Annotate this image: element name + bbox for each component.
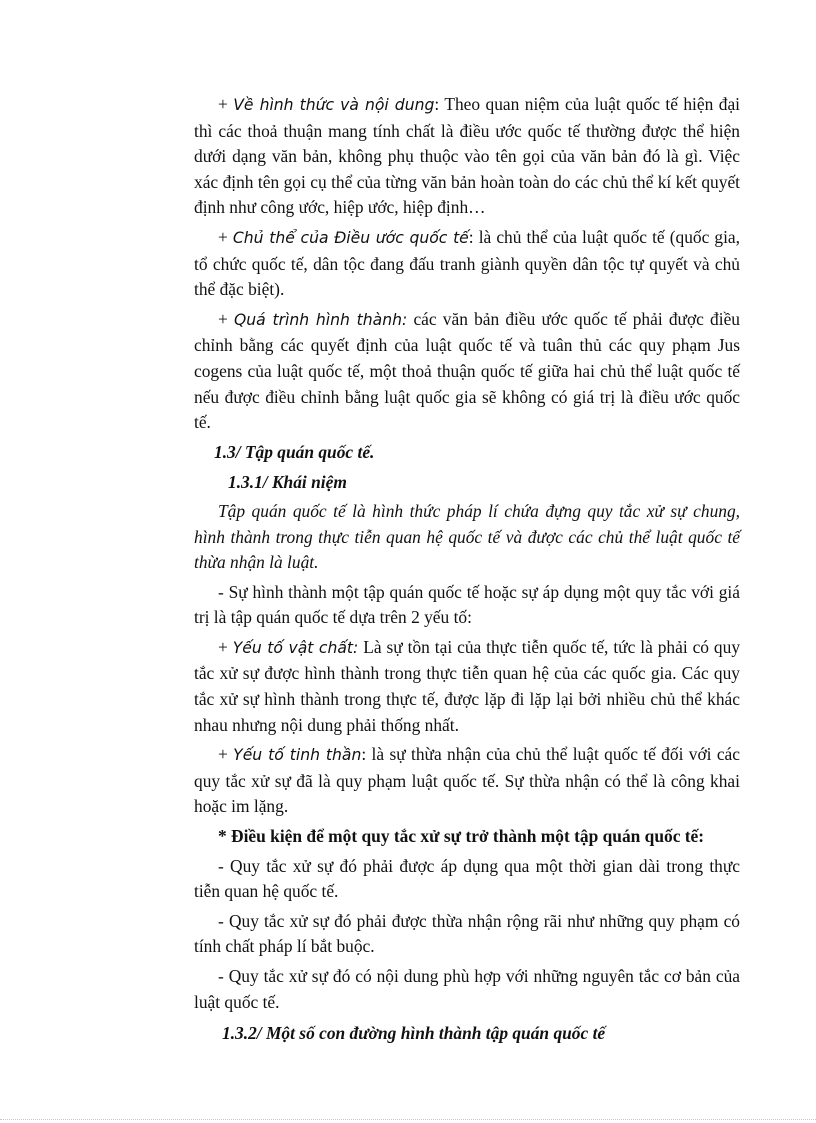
section-heading-1-3: 1.3/ Tập quán quốc tế.: [214, 441, 375, 462]
section-heading-1-3-2: 1.3.2/ Một số con đường hình thành tập quán quốc tế: [222, 1023, 606, 1044]
paragraph-material-factor: [194, 635, 740, 738]
paragraph-formation-process: [194, 307, 740, 436]
page-bottom-divider: [0, 1119, 816, 1120]
paragraph-text: Là sự tồn tại của thực tiễn quốc tế, tức là phải có quy tắc xử sự được hình thành trong thực tiễn quan hệ của các quốc gia. Các quy tắc xử sự hình thành trong thực tế, được lặp đi lặp lại bởi nhiều chủ thể khác nhau nhưng nội dung phải thống nhất.: [194, 636, 741, 735]
paragraph-text: các văn bản điều ước quốc tế phải được điều chỉnh bằng các quyết định của luật quốc tế và tuân thủ các quy phạm Jus cogens của luật quốc tế, một thoả thuận quốc tế giữa hai chủ thể luật quốc tế nếu được điều chỉnh bằng luật quốc gia sẽ không có giá trị là điều ước quốc tế.: [194, 308, 740, 433]
section-heading-1-3-1: 1.3.1/ Khái niệm: [228, 472, 347, 493]
paragraph-two-factors: - Sự hình thành một tập quán quốc tế hoặc sự áp dụng một quy tắc với giá trị là tập quán quốc tế dựa trên 2 yếu tố:: [194, 581, 740, 628]
paragraph-form-content: [194, 92, 740, 221]
paragraph-label: Yếu tố vật chất:: [232, 638, 359, 657]
paragraph-text: : là sự thừa nhận của chủ thể luật quốc tế đối với các quy tắc xử sự đã là quy phạm luật quốc tế. Sự thừa nhận có thể là công khai hoặc im lặng.: [194, 744, 740, 817]
paragraph-lead: +: [218, 744, 234, 765]
paragraph-spiritual-factor: [194, 742, 740, 820]
condition-item: - Quy tắc xử sự đó phải được áp dụng qua một thời gian dài trong thực tiễn quan hệ quốc tế.: [194, 855, 740, 902]
paragraph-lead: +: [218, 636, 233, 657]
paragraph-label: Chủ thể của Điều ước quốc tế: [232, 228, 469, 247]
paragraph-label: Quá trình hình thành:: [234, 310, 408, 329]
paragraph-lead: +: [218, 308, 234, 329]
paragraph-text: : Theo quan niệm của luật quốc tế hiện đại thì các thoả thuận mang tính chất là điều ước quốc tế thường được thể hiện dưới dạng văn bản, không phụ thuộc vào tên gọi của văn bản đó là gì. Việc xác định tên gọi cụ thể của từng văn bản hoàn toàn do các chủ thể kí kết quyết định như công ước, hiệp ước, hiệp định…: [194, 94, 741, 218]
document-page: [194, 92, 740, 1047]
paragraph-label: Về hình thức và nội dung: [233, 96, 435, 114]
condition-item: - Quy tắc xử sự đó có nội dung phù hợp với những nguyên tắc cơ bản của luật quốc tế.: [194, 966, 740, 1012]
paragraph-lead: +: [218, 94, 234, 114]
paragraph-label: Yếu tố tinh thần: [233, 746, 362, 765]
paragraph-text: : là chủ thể của luật quốc tế (quốc gia, tổ chức quốc tế, dân tộc đang đấu tranh giành quyền dân tộc tự quyết và chủ thể đặc biệt).: [194, 226, 740, 300]
conditions-heading: * Điều kiện để một quy tắc xử sự trở thành một tập quán quốc tế:: [218, 826, 705, 847]
condition-item: - Quy tắc xử sự đó phải được thừa nhận rộng rãi như những quy phạm có tính chất pháp lí bắt buộc.: [194, 910, 740, 957]
paragraph-lead: +: [218, 226, 233, 247]
paragraph-treaty-subjects: [194, 225, 740, 303]
definition-paragraph: Tập quán quốc tế là hình thức pháp lí chứa đựng quy tắc xử sự chung, hình thành trong thực tiễn quan hệ quốc tế và được các chủ thể luật quốc tế thừa nhận là luật.: [194, 500, 740, 573]
